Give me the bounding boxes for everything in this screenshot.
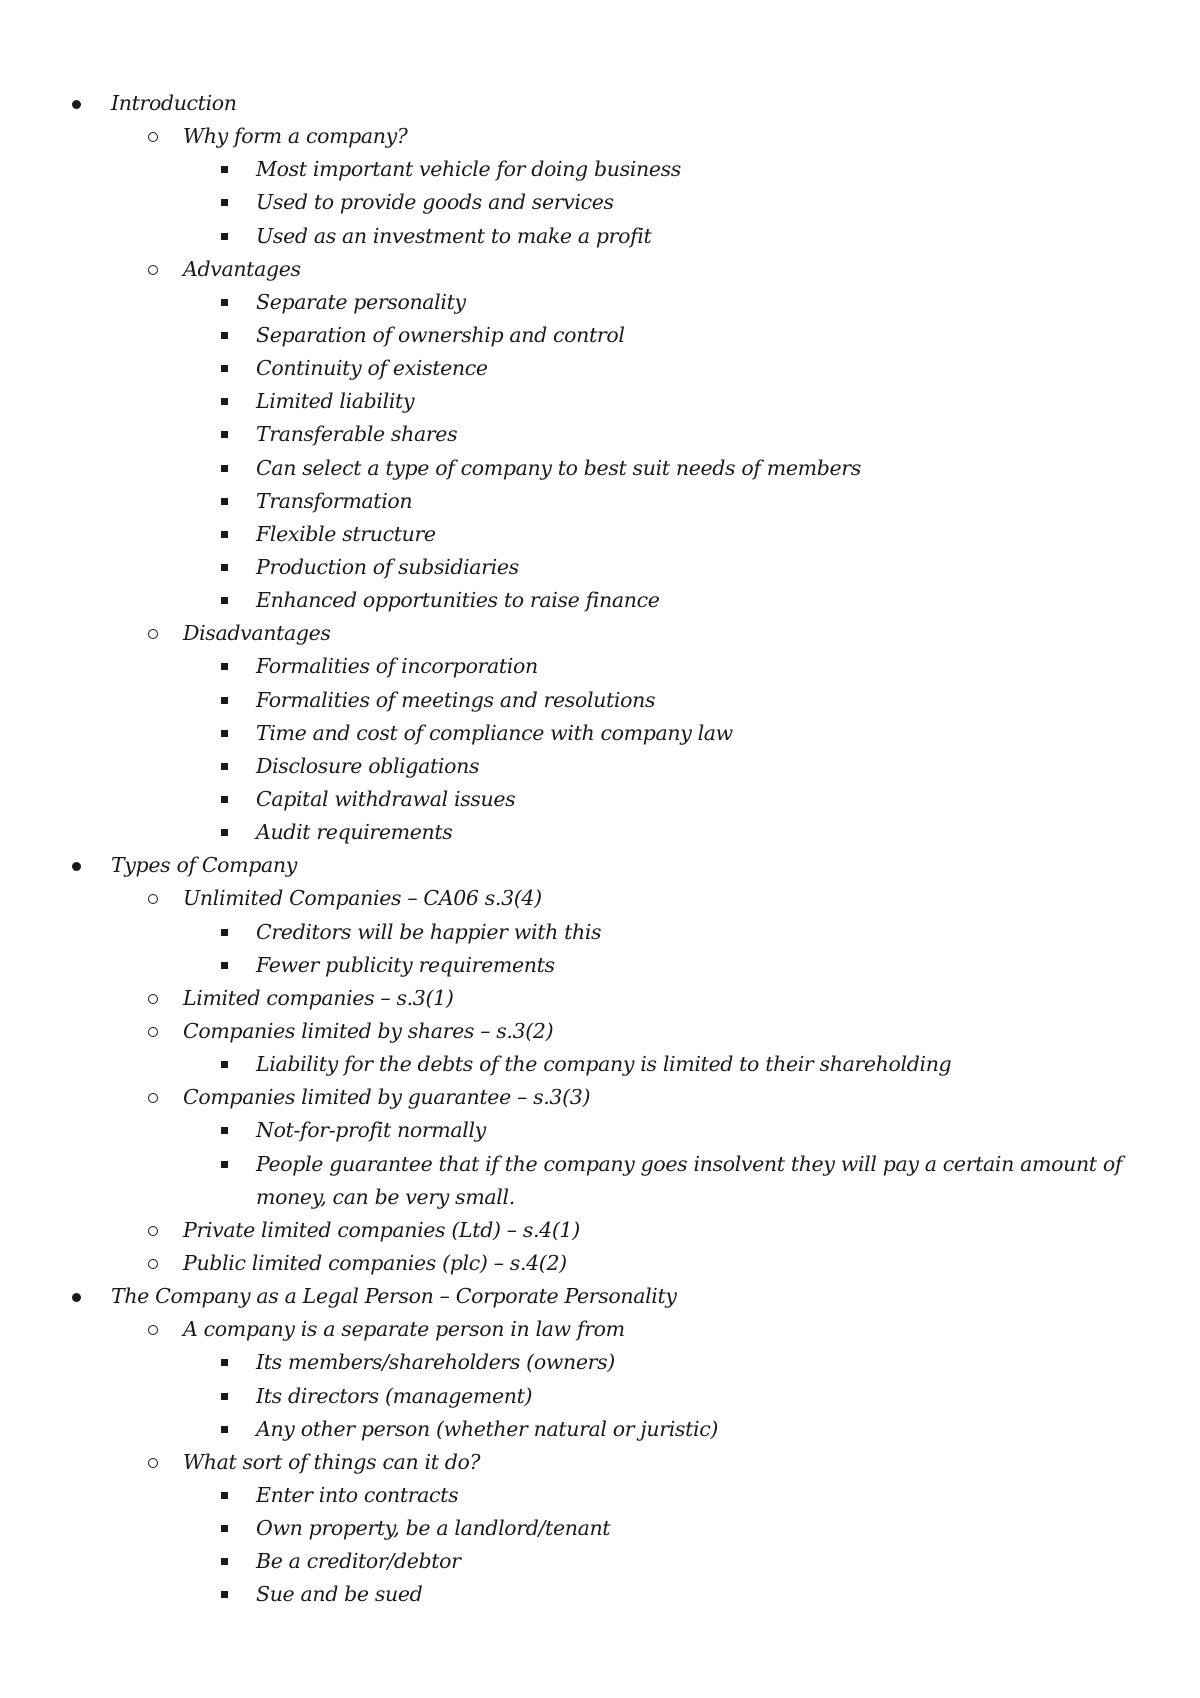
outline-text: Disadvantages [183, 621, 331, 646]
square-bullet-icon [221, 299, 228, 306]
outline-text: Disclosure obligations [256, 753, 480, 778]
hollow-bullet-icon [148, 265, 158, 275]
outline-text: Companies limited by guarantee – s.3(3) [183, 1085, 591, 1110]
outline-text: Its members/shareholders (owners) [256, 1350, 615, 1375]
outline-text: Transferable shares [256, 422, 458, 447]
outline-text: Fewer publicity requirements [256, 952, 555, 977]
hollow-bullet-icon [148, 894, 158, 904]
hollow-bullet-icon [148, 1458, 158, 1468]
hollow-bullet-icon [148, 1226, 158, 1236]
outline-text: Own property, be a landlord/tenant [256, 1516, 611, 1541]
detail-item [0, 518, 1200, 551]
square-bullet-icon [221, 929, 228, 936]
outline-text: The Company as a Legal Person – Corporate Personality [111, 1284, 677, 1309]
outline-text: Introduction [111, 91, 237, 115]
square-bullet-icon [221, 332, 228, 339]
square-bullet-icon [221, 1061, 228, 1068]
square-bullet-icon [221, 431, 228, 438]
outline-text: Limited liability [256, 389, 415, 414]
detail-item [0, 352, 1200, 385]
detail-item [0, 750, 1200, 783]
square-bullet-icon [221, 730, 228, 737]
detail-item [0, 1114, 1200, 1147]
square-bullet-icon [221, 796, 228, 803]
hollow-bullet-icon [148, 629, 158, 639]
outline-text: People guarantee that if the company goes insolvent they will pay a certain amount of money, can be very small. [256, 1151, 1123, 1209]
detail-item [0, 584, 1200, 617]
detail-item [0, 319, 1200, 352]
outline-text: Creditors will be happier with this [256, 919, 602, 944]
filled-bullet-icon [72, 862, 81, 871]
outline-text: Formalities of incorporation [256, 654, 538, 679]
subsection-item [0, 882, 1200, 915]
outline-text: Public limited companies (plc) – s.4(2) [183, 1250, 567, 1275]
hollow-bullet-icon [148, 1259, 158, 1269]
outline-text: Used to provide goods and services [256, 190, 614, 215]
square-bullet-icon [221, 763, 228, 770]
detail-item [0, 485, 1200, 518]
subsection-item [0, 1214, 1200, 1247]
outline-text: Companies limited by shares – s.3(2) [183, 1018, 554, 1043]
outline-text: Types of Company [111, 853, 297, 878]
detail-item [0, 1479, 1200, 1512]
square-bullet-icon [221, 398, 228, 405]
outline-text: Formalities of meetings and resolutions [256, 687, 656, 712]
square-bullet-icon [221, 199, 228, 206]
outline-text: Can select a type of company to best suit needs of members [256, 455, 861, 480]
detail-item [0, 783, 1200, 816]
square-bullet-icon [221, 498, 228, 505]
detail-item [0, 949, 1200, 982]
outline-text: Private limited companies (Ltd) – s.4(1) [183, 1217, 580, 1242]
detail-item [0, 1512, 1200, 1545]
outline-text: Limited companies – s.3(1) [183, 985, 454, 1010]
section-heading [0, 849, 1200, 882]
square-bullet-icon [221, 233, 228, 240]
subsection-item [0, 617, 1200, 650]
subsection-item [0, 253, 1200, 286]
square-bullet-icon [221, 697, 228, 704]
square-bullet-icon [221, 1359, 228, 1366]
outline-text: Enter into contracts [256, 1482, 459, 1507]
square-bullet-icon [221, 829, 228, 836]
hollow-bullet-icon [148, 132, 158, 142]
detail-item [0, 385, 1200, 418]
detail-item [0, 816, 1200, 849]
section-heading [0, 1280, 1200, 1313]
square-bullet-icon [221, 465, 228, 472]
outline-text: Production of subsidiaries [256, 554, 519, 579]
hollow-bullet-icon [148, 1325, 158, 1335]
square-bullet-icon [221, 1127, 228, 1134]
detail-item [0, 186, 1200, 219]
outline-text: Not-for-profit normally [256, 1118, 486, 1143]
square-bullet-icon [221, 663, 228, 670]
outline-text: Separation of ownership and control [256, 322, 625, 347]
square-bullet-icon [221, 597, 228, 604]
filled-bullet-icon [72, 100, 81, 109]
subsection-item [0, 120, 1200, 153]
detail-item [0, 153, 1200, 186]
detail-item [0, 286, 1200, 319]
outline-text: Capital withdrawal issues [256, 786, 516, 811]
detail-item [0, 684, 1200, 717]
outline-text: Liability for the debts of the company is limited to their shareholding [256, 1052, 952, 1077]
square-bullet-icon [221, 1161, 228, 1168]
outline-text: Time and cost of compliance with company law [256, 720, 733, 745]
detail-item [0, 1148, 1200, 1214]
square-bullet-icon [221, 365, 228, 372]
section-heading [0, 87, 1200, 120]
subsection-item [0, 1081, 1200, 1114]
detail-item [0, 650, 1200, 683]
square-bullet-icon [221, 564, 228, 571]
hollow-bullet-icon [148, 1093, 158, 1103]
outline-text: Enhanced opportunities to raise finance [256, 588, 660, 613]
detail-item [0, 220, 1200, 253]
filled-bullet-icon [72, 1293, 81, 1302]
detail-item [0, 717, 1200, 750]
square-bullet-icon [221, 1525, 228, 1532]
outline-text: Continuity of existence [256, 356, 488, 381]
square-bullet-icon [221, 962, 228, 969]
outline-text: Any other person (whether natural or juristic) [256, 1416, 718, 1441]
square-bullet-icon [221, 1492, 228, 1499]
outline-text: Flexible structure [256, 521, 436, 546]
square-bullet-icon [221, 1426, 228, 1433]
outline-text: Separate personality [256, 289, 466, 314]
outline-text: Most important vehicle for doing business [256, 157, 681, 182]
outline-text: Transformation [256, 488, 413, 513]
outline-text: A company is a separate person in law from [183, 1317, 625, 1342]
outline-text: Audit requirements [256, 820, 453, 845]
outline-text: Used as an investment to make a profit [256, 223, 652, 248]
detail-item [0, 1048, 1200, 1081]
square-bullet-icon [221, 166, 228, 173]
outline-text: Why form a company? [183, 124, 408, 149]
subsection-item [0, 1247, 1200, 1280]
outline-text: What sort of things can it do? [183, 1449, 481, 1474]
subsection-item [0, 982, 1200, 1015]
detail-item [0, 1578, 1200, 1611]
hollow-bullet-icon [148, 994, 158, 1004]
detail-item [0, 1380, 1200, 1413]
square-bullet-icon [221, 531, 228, 538]
outline-text: Advantages [183, 256, 301, 281]
outline-text: Unlimited Companies – CA06 s.3(4) [183, 886, 542, 911]
detail-item [0, 916, 1200, 949]
hollow-bullet-icon [148, 1027, 158, 1037]
detail-item [0, 1413, 1200, 1446]
notes-outline [0, 87, 1200, 1612]
detail-item [0, 551, 1200, 584]
outline-text: Its directors (management) [256, 1383, 533, 1408]
subsection-item [0, 1313, 1200, 1346]
square-bullet-icon [221, 1591, 228, 1598]
detail-item [0, 1346, 1200, 1379]
square-bullet-icon [221, 1558, 228, 1565]
outline-text: Be a creditor/debtor [256, 1549, 461, 1574]
subsection-item [0, 1446, 1200, 1479]
detail-item [0, 1545, 1200, 1578]
subsection-item [0, 1015, 1200, 1048]
outline-text: Sue and be sued [256, 1582, 423, 1607]
square-bullet-icon [221, 1393, 228, 1400]
detail-item [0, 452, 1200, 485]
detail-item [0, 418, 1200, 451]
